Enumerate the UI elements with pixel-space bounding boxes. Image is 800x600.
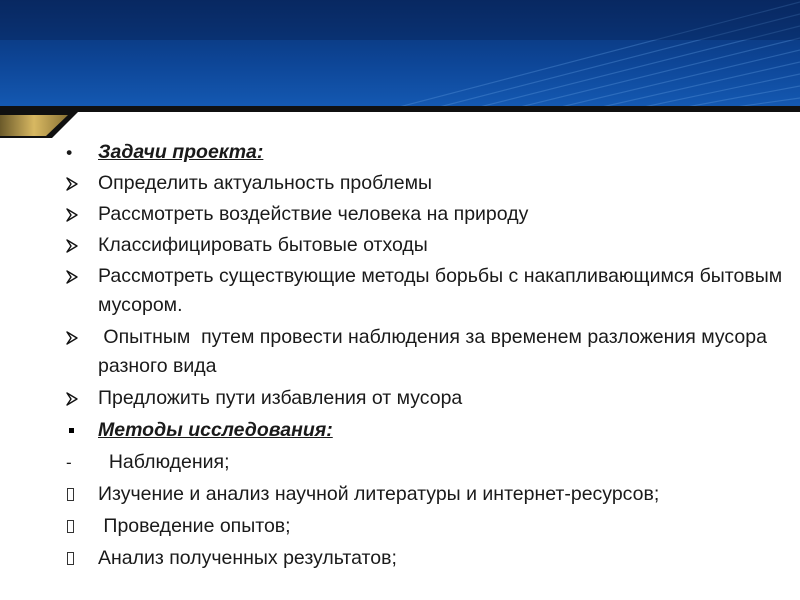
list-item <box>66 323 786 381</box>
list-item-text: Предложить пути избавления от мусора <box>98 387 463 409</box>
list-item <box>66 231 786 260</box>
list-item-text: Методы исследования: <box>98 419 333 441</box>
arrow-bullet-icon <box>66 200 94 229</box>
list-item-text: Задачи проекта: <box>98 141 264 163</box>
list-item-text: Проведение опытов; <box>98 515 291 537</box>
list-item-text: Классифицировать бытовые отходы <box>98 234 428 256</box>
header-accent-bar <box>0 106 800 142</box>
arrow-bullet-icon <box>66 384 94 413</box>
list-item-heading-methods <box>66 416 786 445</box>
header-stripes-decoration <box>0 0 800 112</box>
missing-glyph-bullet-icon <box>66 544 94 573</box>
list-item-text: Рассмотреть воздействие человека на природу <box>98 203 529 225</box>
bullet-dot-icon: • <box>66 143 72 162</box>
list-item <box>66 480 786 509</box>
list-item <box>66 384 786 413</box>
list-item-text: Изучение и анализ научной литературы и интернет-ресурсов; <box>98 483 660 505</box>
square-bullet-icon <box>66 416 94 445</box>
slide-header-band <box>0 0 800 112</box>
list-item <box>66 448 786 477</box>
list-item <box>66 262 786 320</box>
arrow-bullet-icon <box>66 262 94 291</box>
missing-glyph-bullet-icon <box>66 512 94 541</box>
list-item <box>66 512 786 541</box>
slide-body <box>66 138 786 573</box>
arrow-bullet-icon <box>66 169 94 198</box>
missing-glyph-bullet-icon <box>66 480 94 509</box>
dash-bullet: - <box>66 453 72 472</box>
list-item-text: Анализ полученных результатов; <box>98 547 397 569</box>
arrow-bullet-icon <box>66 323 94 352</box>
list-item-text: Определить актуальность проблемы <box>98 172 433 194</box>
list-item <box>66 544 786 573</box>
list-item <box>66 200 786 229</box>
list-item-text: Наблюдения; <box>98 451 230 473</box>
arrow-bullet-icon <box>66 231 94 260</box>
list-item-heading-tasks <box>66 138 786 167</box>
list-item <box>66 169 786 198</box>
list-item-text: Рассмотреть существующие методы борьбы с накапливающимся бытовым мусором. <box>98 265 783 316</box>
list-item-text: Опытным путем провести наблюдения за временем разложения мусора разного вида <box>98 326 773 377</box>
